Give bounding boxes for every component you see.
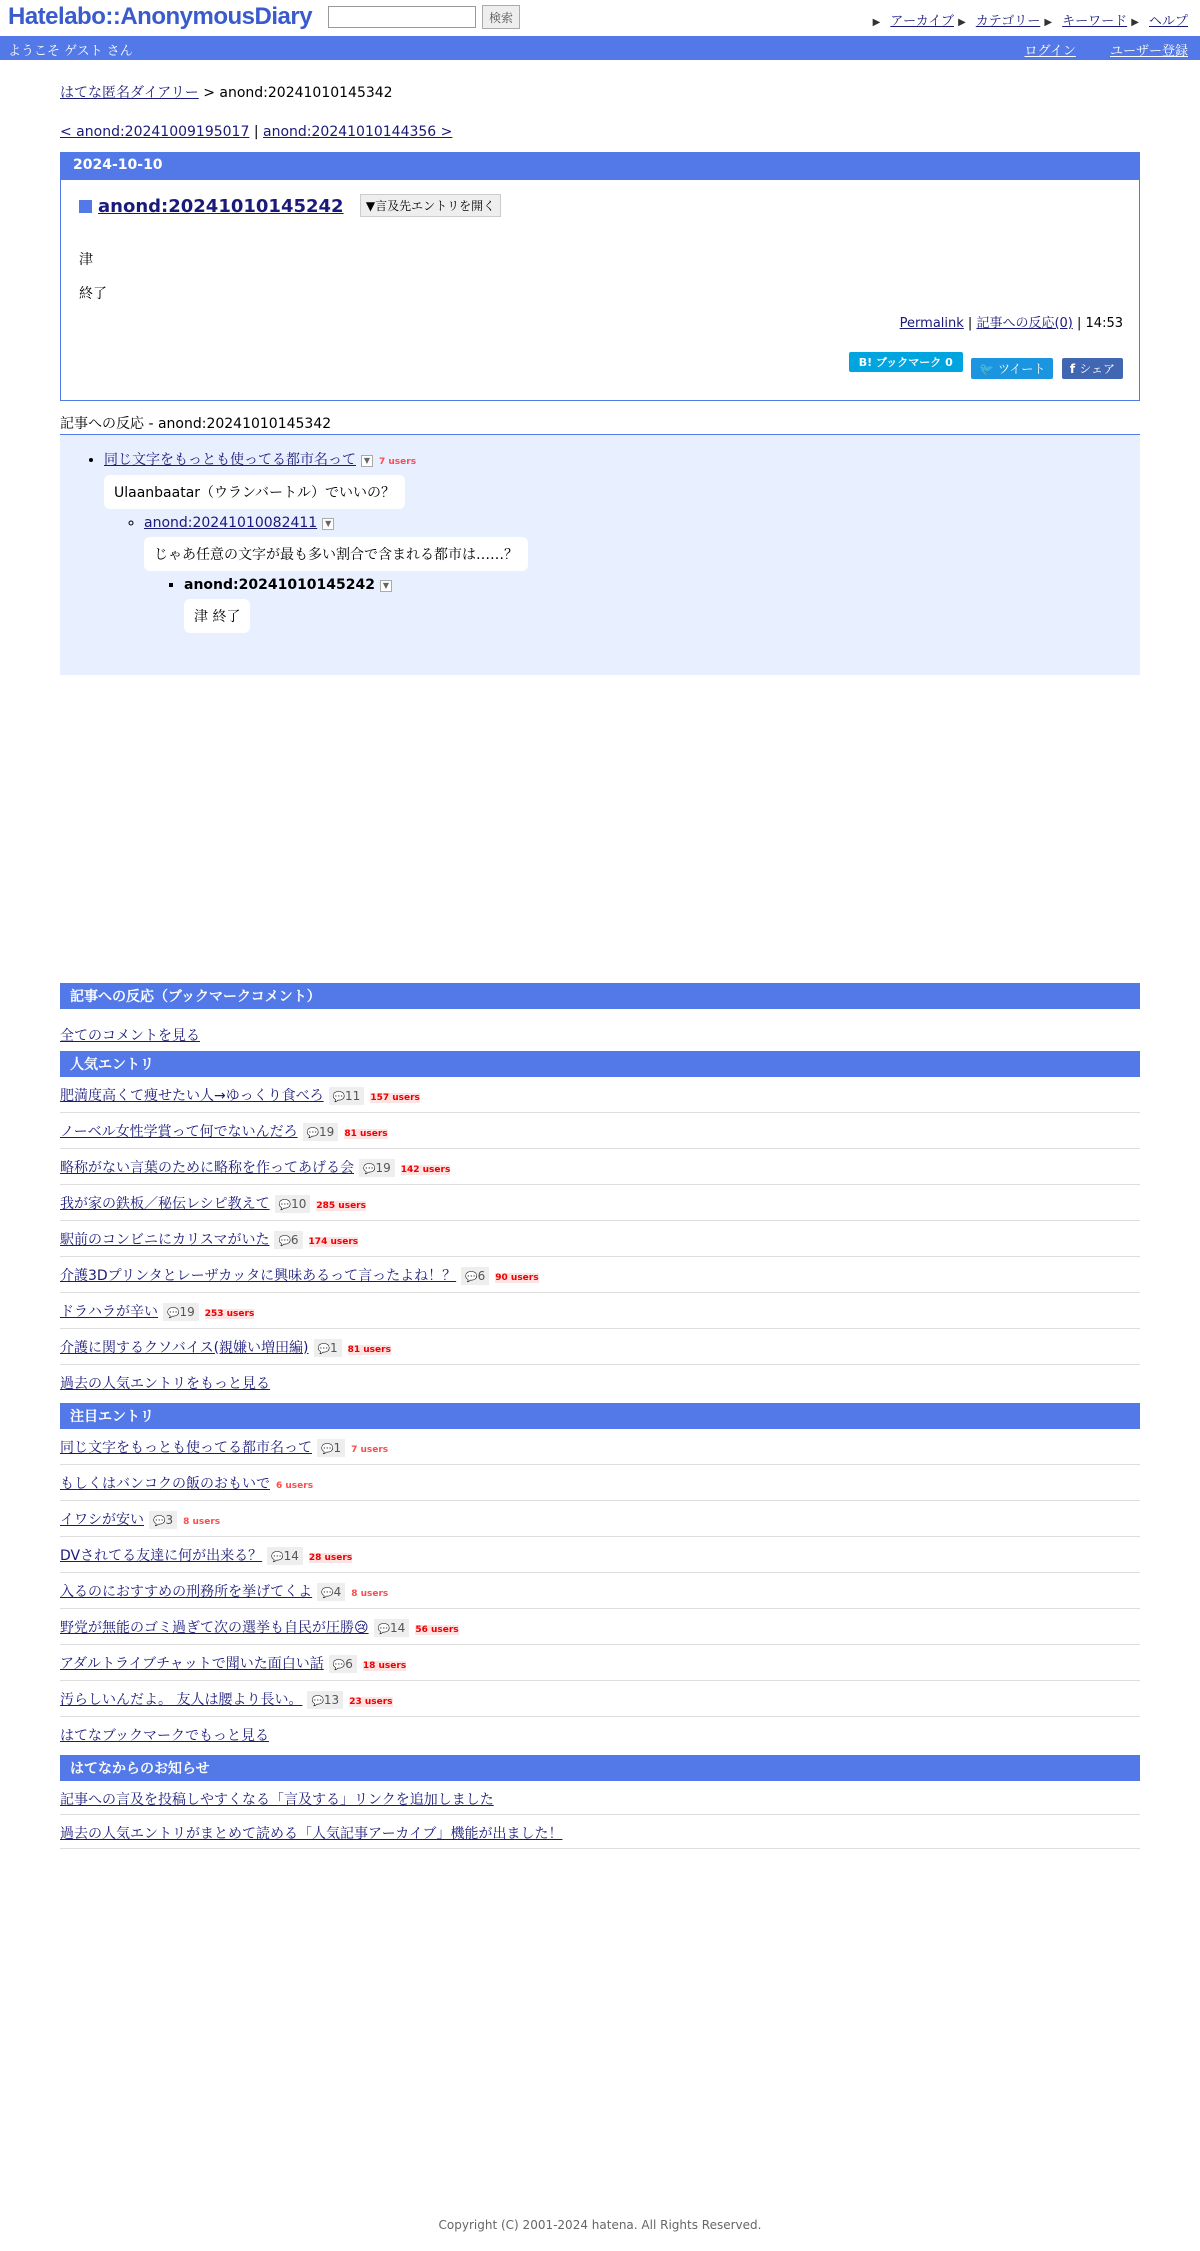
hatena-bookmark-button[interactable]: B! ブックマーク 0 xyxy=(849,352,963,372)
comment-count-value: 19 xyxy=(319,1125,335,1139)
comment-count-value: 4 xyxy=(333,1585,342,1599)
tree-item xyxy=(104,449,1140,633)
comment-count-value: 14 xyxy=(390,1621,406,1635)
prev-entry-link[interactable]: < anond:20241009195017 xyxy=(60,124,250,140)
comment-count[interactable] xyxy=(317,1439,345,1457)
notable-list xyxy=(60,1429,1140,1717)
ranking-item-link[interactable]: 介護3Dプリンタとレーザカッタに興味あるって言ったよね！？ xyxy=(60,1268,457,1284)
ranking-item xyxy=(60,1329,1140,1365)
tweet-button[interactable] xyxy=(971,358,1053,379)
comment-icon: 💬 xyxy=(311,1696,324,1707)
search-button[interactable]: 検索 xyxy=(482,5,520,29)
comment-icon: 💬 xyxy=(306,1128,320,1139)
entry-title-row xyxy=(79,194,1123,217)
comment-count-value: 13 xyxy=(323,1693,340,1707)
breadcrumb-current: anond:20241010145342 xyxy=(219,85,393,101)
pager-sep: | xyxy=(249,124,264,140)
comment-count[interactable] xyxy=(267,1547,303,1565)
entry-body-line: 終了 xyxy=(79,286,107,302)
breadcrumb xyxy=(60,82,1140,102)
reaction-tree xyxy=(60,435,1140,675)
chevron-right-icon: ▶ xyxy=(1044,17,1053,28)
comment-count[interactable] xyxy=(274,1231,302,1249)
top-nav xyxy=(873,10,1188,29)
comment-count[interactable] xyxy=(329,1655,357,1673)
comment-icon: 💬 xyxy=(332,1660,346,1671)
ranking-item-link[interactable]: 同じ文字をもっとも使ってる都市名って xyxy=(60,1440,312,1456)
comment-count-value: 6 xyxy=(345,1657,353,1671)
ranking-item-link[interactable]: 肥満度高くて痩せたい人→ゆっくり食べろ xyxy=(60,1088,324,1104)
ranking-item xyxy=(60,1149,1140,1185)
reactions-link[interactable]: 記事への反応(0) xyxy=(976,316,1073,331)
ranking-item-link[interactable]: ノーベル女性学賞って何でないんだろ xyxy=(60,1124,298,1140)
comment-count-value: 10 xyxy=(291,1197,307,1211)
popular-heading: 人気エントリ xyxy=(60,1051,1140,1077)
comment-count[interactable] xyxy=(359,1159,395,1177)
open-referenced-button[interactable]: ▼言及先エントリを開く xyxy=(360,194,501,217)
user-count[interactable]: 7 users xyxy=(379,457,417,467)
ranking-item-link[interactable]: アダルトライブチャットで聞いた面白い話 xyxy=(60,1656,324,1672)
entry-time: 14:53 xyxy=(1085,316,1123,331)
comment-icon: 💬 xyxy=(321,1444,334,1455)
tree-item-body: 津 終了 xyxy=(184,599,250,633)
ranking-item-link[interactable]: 汚らしいんだよ。 友人は腰より長い。 xyxy=(60,1692,303,1708)
ranking-item xyxy=(60,1573,1140,1609)
bookmark-comments-heading: 記事への反応（ブックマークコメント） xyxy=(60,983,1140,1009)
ranking-item xyxy=(60,1113,1140,1149)
user-count[interactable]: 142 users xyxy=(400,1165,451,1175)
notice-link[interactable]: 過去の人気エントリがまとめて読める「人気記事アーカイブ」機能が出ました！ xyxy=(60,1826,563,1842)
chevron-down-icon[interactable]: ▼ xyxy=(322,518,334,530)
comment-count[interactable] xyxy=(329,1087,365,1105)
comment-count-value: 14 xyxy=(283,1549,299,1563)
chevron-down-icon[interactable]: ▼ xyxy=(361,455,373,467)
site-header xyxy=(0,0,1200,36)
notices-heading: はてなからのお知らせ xyxy=(60,1755,1140,1781)
tree-item-body: Ulaanbaatar（ウランバートル）でいいの？ xyxy=(104,475,405,509)
ranking-item xyxy=(60,1681,1140,1717)
comment-count[interactable] xyxy=(149,1511,177,1529)
day-section xyxy=(60,152,1140,401)
ranking-item xyxy=(60,1293,1140,1329)
comment-icon: 💬 xyxy=(278,1236,291,1247)
comment-count[interactable] xyxy=(461,1267,489,1285)
breadcrumb-home[interactable]: はてな匿名ダイアリー xyxy=(60,85,199,101)
ranking-item xyxy=(60,1609,1140,1645)
user-count[interactable]: 7 users xyxy=(351,1445,389,1455)
ranking-item-link[interactable]: 入るのにおすすめの刑務所を挙げてくよ xyxy=(60,1584,313,1600)
search-input[interactable] xyxy=(328,6,476,28)
ranking-item-link[interactable]: ドラハラが辛い xyxy=(60,1304,158,1320)
comment-count-value: 19 xyxy=(179,1305,195,1319)
notices-list xyxy=(60,1781,1140,1849)
nav-help[interactable]: ヘルプ xyxy=(1148,14,1188,29)
ranking-item-link[interactable]: DVされてる友達に何が出来る？ xyxy=(60,1548,263,1564)
comment-count-value: 19 xyxy=(375,1161,391,1175)
tree-item-link[interactable]: 同じ文字をもっとも使ってる都市名って xyxy=(104,452,356,468)
ranking-item-link[interactable]: 駅前のコンビニにカリスマがいた xyxy=(60,1232,270,1248)
comment-icon: 💬 xyxy=(167,1308,180,1319)
ranking-item xyxy=(60,1645,1140,1681)
notable-heading: 注目エントリ xyxy=(60,1403,1140,1429)
next-entry-link[interactable]: anond:20241010144356 > xyxy=(263,124,453,140)
entry-body-line: 津 xyxy=(79,252,93,268)
permalink[interactable]: Permalink xyxy=(899,316,964,331)
notice-item xyxy=(60,1815,1140,1849)
comment-count[interactable] xyxy=(374,1619,410,1637)
day-date: 2024-10-10 xyxy=(61,153,1139,180)
user-count[interactable]: 8 users xyxy=(351,1589,389,1599)
comment-count[interactable] xyxy=(275,1195,311,1213)
comment-icon: 💬 xyxy=(321,1588,334,1599)
user-count[interactable]: 174 users xyxy=(308,1237,359,1247)
nav-keyword[interactable]: キーワード xyxy=(1062,14,1128,29)
user-count[interactable]: 56 users xyxy=(415,1625,459,1635)
comment-count[interactable] xyxy=(303,1123,339,1141)
facebook-icon: f xyxy=(1069,362,1080,376)
facebook-share-button[interactable] xyxy=(1062,358,1123,379)
ranking-item xyxy=(60,1185,1140,1221)
site-logo[interactable]: Hatelabo::AnonymousDiary xyxy=(8,3,313,30)
notice-item xyxy=(60,1781,1140,1815)
comment-count-value: 6 xyxy=(477,1269,486,1283)
pager xyxy=(60,124,1140,140)
user-count[interactable]: 81 users xyxy=(347,1345,391,1355)
ranking-item xyxy=(60,1257,1140,1293)
comment-icon: 💬 xyxy=(377,1624,391,1635)
ranking-item-link[interactable]: もしくはバンコクの飯のおもいで xyxy=(60,1476,270,1492)
nav-category[interactable]: カテゴリー xyxy=(975,14,1041,29)
comment-count[interactable] xyxy=(317,1583,345,1601)
ranking-item xyxy=(60,1537,1140,1573)
comment-count[interactable] xyxy=(314,1339,342,1357)
comment-icon: 💬 xyxy=(278,1200,292,1211)
user-count[interactable]: 28 users xyxy=(308,1553,353,1563)
chevron-down-icon[interactable]: ▼ xyxy=(380,580,392,592)
comment-icon: 💬 xyxy=(363,1164,376,1175)
ranking-item xyxy=(60,1221,1140,1257)
tweet-label: ツイート xyxy=(997,362,1046,376)
ranking-item xyxy=(60,1429,1140,1465)
ranking-item xyxy=(60,1077,1140,1113)
user-count[interactable]: 8 users xyxy=(183,1517,221,1527)
more-bookmark-link[interactable]: はてなブックマークでもっと見る xyxy=(60,1728,270,1744)
comment-icon: 💬 xyxy=(332,1092,346,1103)
comment-icon: 💬 xyxy=(317,1344,330,1355)
comment-icon: 💬 xyxy=(271,1552,284,1563)
share-label: シェア xyxy=(1079,362,1115,376)
ad-space xyxy=(60,675,1140,983)
ranking-item-link[interactable]: 略称がない言葉のために略称を作ってあげる会 xyxy=(60,1160,354,1176)
twitter-icon: 🐦 xyxy=(979,362,998,376)
user-count[interactable]: 253 users xyxy=(204,1309,255,1319)
comment-count[interactable] xyxy=(163,1303,199,1321)
tree-item-title: anond:20241010145242 xyxy=(184,577,375,593)
user-count[interactable]: 157 users xyxy=(370,1093,420,1103)
user-bar xyxy=(0,36,1200,60)
user-count[interactable]: 6 users xyxy=(276,1481,314,1491)
all-comments-link[interactable]: 全てのコメントを見る xyxy=(60,1028,200,1044)
ranking-item-link[interactable]: 野党が無能のゴミ過ぎて次の選挙も自民が圧勝😢 xyxy=(60,1620,369,1636)
user-count[interactable]: 81 users xyxy=(344,1129,388,1139)
comment-icon: 💬 xyxy=(153,1516,166,1527)
more-popular-link[interactable]: 過去の人気エントリをもっと見る xyxy=(60,1376,270,1392)
nav-archive[interactable]: アーカイブ xyxy=(890,14,954,29)
user-count[interactable]: 18 users xyxy=(362,1661,407,1671)
comment-icon: 💬 xyxy=(465,1272,478,1283)
ranking-item-link[interactable]: 我が家の鉄板／秘伝レシピ教えて xyxy=(60,1196,270,1212)
entry-meta: Permalink | 記事への反応(0) | 14:53 xyxy=(899,316,1123,331)
tree-item-link[interactable]: anond:20241010082411 xyxy=(144,515,318,531)
popular-list xyxy=(60,1077,1140,1365)
user-count[interactable]: 23 users xyxy=(349,1697,393,1707)
reactions-heading: 記事への反応 - anond:20241010145342 xyxy=(60,413,1140,435)
ranking-item xyxy=(60,1501,1140,1537)
chevron-right-icon: ▶ xyxy=(872,17,881,28)
comment-count-value: 1 xyxy=(329,1341,338,1355)
comment-count[interactable] xyxy=(307,1691,343,1709)
entry xyxy=(61,180,1139,400)
chevron-right-icon: ▶ xyxy=(958,17,966,28)
notice-link[interactable]: 記事への言及を投稿しやすくなる「言及する」リンクを追加しました xyxy=(60,1792,494,1808)
square-icon xyxy=(79,200,92,213)
comment-count-value: 1 xyxy=(333,1441,342,1455)
user-count[interactable]: 90 users xyxy=(495,1273,539,1283)
comment-count-value: 6 xyxy=(290,1233,299,1247)
login-link[interactable]: ログイン xyxy=(1024,44,1076,59)
ranking-item xyxy=(60,1465,1140,1501)
share-buttons xyxy=(849,352,1123,379)
tree-item-body: じゃあ任意の文字が最も多い割合で含まれる都市は……？ xyxy=(144,537,528,571)
comment-count-value: 3 xyxy=(165,1513,174,1527)
ranking-item-link[interactable]: イワシが安い xyxy=(60,1512,144,1528)
main-content xyxy=(60,82,1140,1849)
entry-title[interactable]: anond:20241010145242 xyxy=(98,196,344,217)
footer-copyright: Copyright (C) 2001-2024 hatena. All Rights Reserved. xyxy=(438,2218,762,2232)
chevron-right-icon: ▶ xyxy=(1131,17,1139,28)
welcome-text: ようこそ ゲスト さん xyxy=(8,44,133,59)
register-link[interactable]: ユーザー登録 xyxy=(1109,44,1188,59)
comment-count-value: 11 xyxy=(345,1089,361,1103)
ranking-item-link[interactable]: 介護に関するクソバイス(親嫌い増田編) xyxy=(60,1340,309,1356)
tree-item xyxy=(144,515,1140,633)
breadcrumb-sep: > xyxy=(198,85,220,101)
user-count[interactable]: 285 users xyxy=(316,1201,366,1211)
tree-item-current xyxy=(184,577,1140,633)
